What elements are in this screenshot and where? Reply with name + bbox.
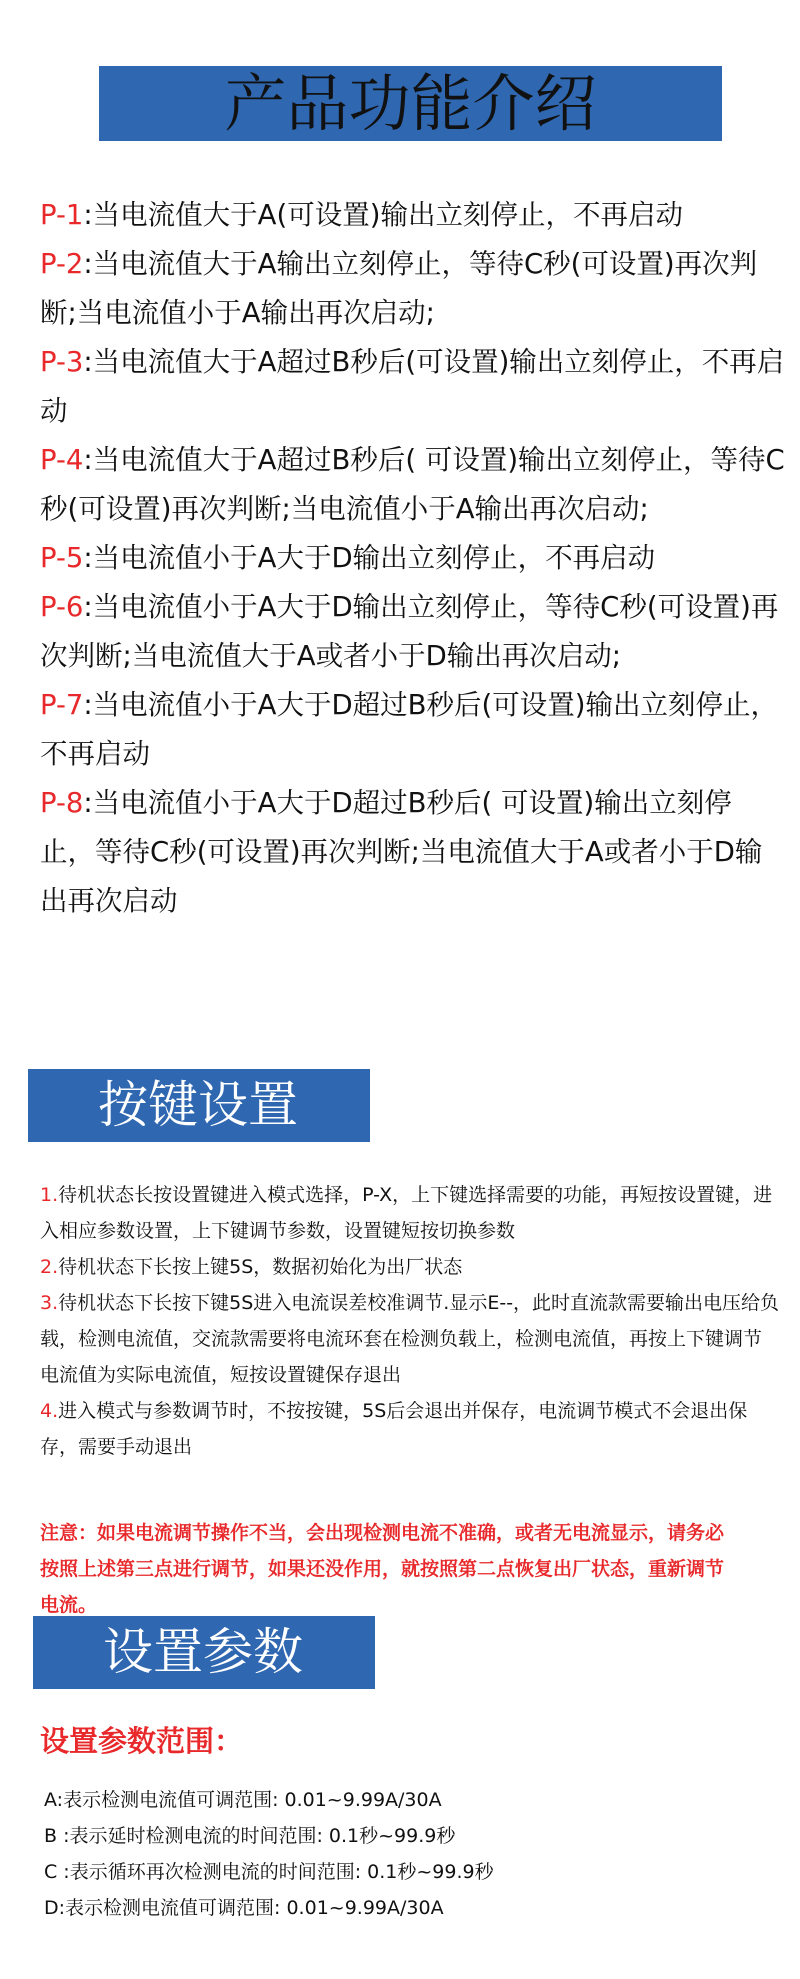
mode-item xyxy=(40,436,785,534)
mode-list xyxy=(40,191,785,926)
key-instruction xyxy=(40,1285,780,1393)
param-range-item: D:表示检测电流值可调范围: 0.01~9.99A/30A xyxy=(44,1897,444,1919)
instruction-text: 待机状态下长按上键5S，数据初始化为出厂状态 xyxy=(58,1256,463,1278)
mode-item xyxy=(40,534,785,583)
instruction-text: 进入模式与参数调节时，不按按键，5S后会退出并保存，电流调节模式不会退出保存，需要手动退出 xyxy=(40,1400,748,1458)
mode-item xyxy=(40,338,785,436)
param-range-list xyxy=(44,1782,494,1926)
mode-code: P-4 xyxy=(40,444,84,476)
mode-code: P-8 xyxy=(40,787,84,819)
mode-code: P-1 xyxy=(40,199,84,231)
mode-description: :当电流值大于A输出立刻停止，等待C秒(可设置)再次判断;当电流值小于A输出再次启动; xyxy=(40,248,758,329)
mode-code: P-2 xyxy=(40,248,84,280)
key-instruction-list xyxy=(40,1177,780,1465)
intro-title: 产品功能介绍 xyxy=(224,67,597,140)
mode-code: P-5 xyxy=(40,542,84,574)
instruction-text: 待机状态下长按下键5S进入电流误差校准调节.显示E--，此时直流款需要输出电压给负载，检测电流值，交流款需要将电流环套在检测负载上，检测电流值，再按上下键调节电流值为实际电流值，短按设置键保存退出 xyxy=(40,1292,780,1386)
mode-description: :当电流值大于A(可设置)输出立刻停止，不再启动 xyxy=(83,199,683,231)
key-instruction xyxy=(40,1249,780,1285)
mode-item xyxy=(40,191,785,240)
mode-description: :当电流值小于A大于D超过B秒后( 可设置)输出立刻停止，等待C秒(可设置)再次判断;当电流值大于A或者小于D输出再次启动 xyxy=(40,787,763,917)
mode-item xyxy=(40,583,785,681)
mode-description: :当电流值大于A超过B秒后(可设置)输出立刻停止，不再启动 xyxy=(40,346,785,427)
param-range-item: B :表示延时检测电流的时间范围: 0.1秒~99.9秒 xyxy=(44,1825,456,1847)
instruction-text: 待机状态长按设置键进入模式选择，P-X，上下键选择需要的功能，再短按设置键，进入相应参数设置，上下键调节参数，设置键短按切换参数 xyxy=(40,1184,773,1242)
instruction-number: 4. xyxy=(40,1400,59,1422)
key-instruction xyxy=(40,1177,780,1249)
mode-description: :当电流值大于A超过B秒后( 可设置)输出立刻停止，等待C秒(可设置)再次判断;当电流值小于A输出再次启动; xyxy=(40,444,785,525)
keys-title-banner xyxy=(28,1069,370,1142)
mode-item xyxy=(40,779,785,926)
param-range-item: A:表示检测电流值可调范围: 0.01~9.99A/30A xyxy=(44,1789,442,1811)
mode-code: P-3 xyxy=(40,346,84,378)
param-range-heading: 设置参数范围： xyxy=(40,1724,244,1758)
params-title: 设置参数 xyxy=(103,1623,303,1681)
mode-description: :当电流值小于A大于D输出立刻停止，不再启动 xyxy=(83,542,656,574)
keys-title: 按键设置 xyxy=(98,1076,298,1134)
key-instruction xyxy=(40,1393,780,1465)
warning-notice: 注意：如果电流调节操作不当，会出现检测电流不准确，或者无电流显示，请务必按照上述第三点进行调节，如果还没作用，就按照第二点恢复出厂状态，重新调节电流。 xyxy=(40,1522,725,1616)
intro-title-banner xyxy=(99,66,722,141)
params-title-banner xyxy=(33,1616,375,1689)
mode-code: P-7 xyxy=(40,689,84,721)
instruction-number: 1. xyxy=(40,1184,59,1206)
mode-item xyxy=(40,240,785,338)
mode-description: :当电流值小于A大于D超过B秒后(可设置)输出立刻停止，不再启动 xyxy=(40,689,778,770)
mode-item xyxy=(40,681,785,779)
instruction-number: 2. xyxy=(40,1256,59,1278)
instruction-number: 3. xyxy=(40,1292,59,1314)
mode-description: :当电流值小于A大于D输出立刻停止，等待C秒(可设置)再次判断;当电流值大于A或者小于D输出再次启动; xyxy=(40,591,779,672)
mode-code: P-6 xyxy=(40,591,84,623)
param-range-item: C :表示循环再次检测电流的时间范围: 0.1秒~99.9秒 xyxy=(44,1861,494,1883)
